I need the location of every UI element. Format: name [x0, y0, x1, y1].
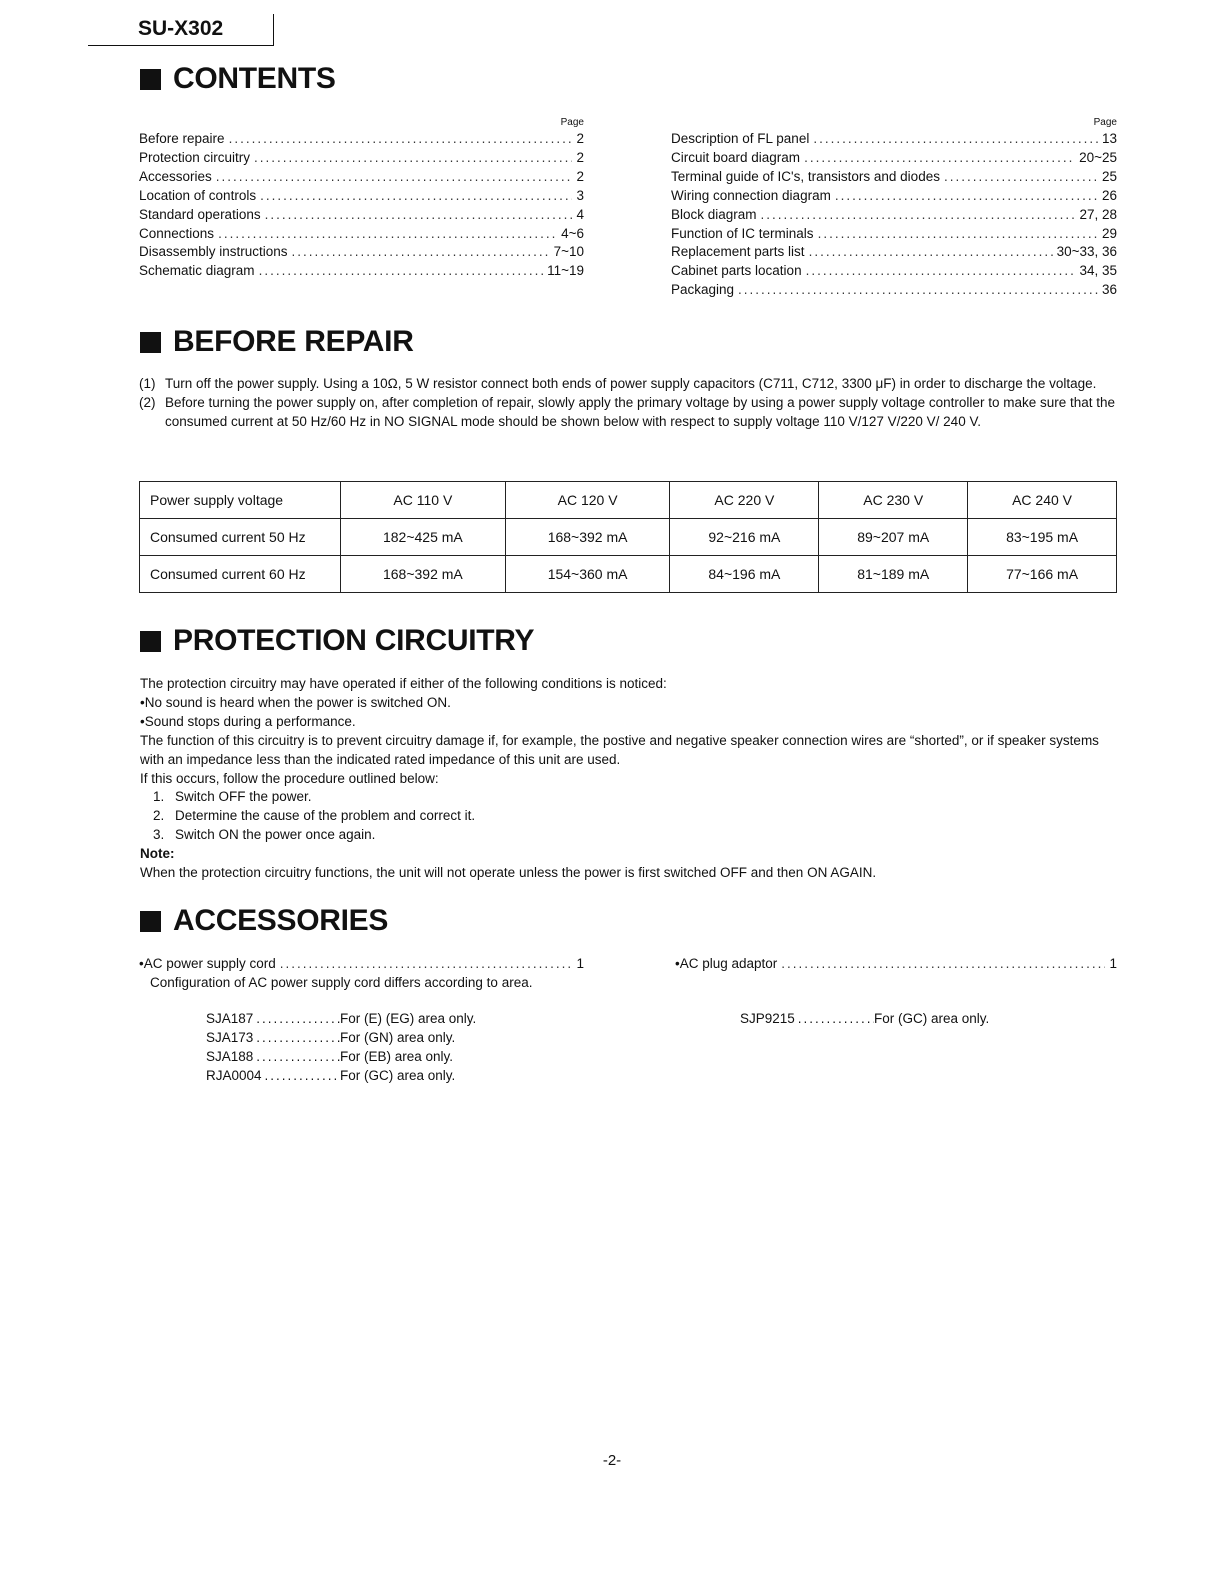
before-repair-heading: BEFORE REPAIR — [140, 325, 414, 359]
leader-dots — [944, 168, 1098, 187]
toc-entry-label: Location of controls — [139, 187, 257, 203]
leader-dots — [761, 206, 1076, 225]
toc-entry-label: Function of IC terminals — [671, 225, 814, 241]
table-cell: 83~195 mA — [968, 519, 1117, 556]
square-bullet-icon — [140, 69, 161, 90]
leader-dots — [738, 281, 1098, 300]
toc-entry — [671, 206, 1117, 225]
leader-dots — [259, 262, 544, 281]
note-label: Note: — [140, 846, 175, 862]
table-cell: 168~392 mA — [341, 556, 506, 593]
toc-entry — [139, 187, 584, 206]
step-number: 2. — [153, 808, 165, 824]
table-cell: 84~196 mA — [670, 556, 819, 593]
toc-entry — [671, 262, 1117, 281]
toc-entry-label: Protection circuitry — [139, 149, 251, 165]
part-row — [206, 1048, 476, 1067]
page-number: -2- — [602, 1452, 622, 1469]
model-number: SU-X302 — [88, 14, 274, 46]
toc-entry-page: 34, 35 — [1079, 263, 1117, 279]
toc-entry — [139, 206, 584, 225]
step-text: Turn off the power supply. Using a 10Ω, 5 W resistor connect both ends of power supply capacitors (C711, C712, 3300 μF) in order to discharge the voltage. — [165, 376, 1097, 391]
accessory-plug-adaptor: •AC plug adaptor ..... 1 — [675, 955, 1117, 974]
table-cell: 81~189 mA — [819, 556, 968, 593]
table-cell: 92~216 mA — [670, 519, 819, 556]
contents-left-column — [139, 116, 584, 281]
toc-entry-page: 2 — [576, 168, 584, 184]
toc-entry-page: 27, 28 — [1079, 206, 1117, 222]
leader-dots — [835, 187, 1098, 206]
toc-entry — [139, 243, 584, 262]
toc-entry-label: Replacement parts list — [671, 244, 805, 260]
toc-entry-page: 7~10 — [553, 244, 584, 260]
note-text: When the protection circuitry functions, the unit will not operate unless the power is first switched OFF and then ON AGAIN. — [140, 865, 877, 881]
leader-dots — [260, 187, 572, 206]
leader-dots — [265, 206, 573, 225]
toc-entry-label: Standard operations — [139, 206, 261, 222]
toc-entry — [671, 130, 1117, 149]
power-supply-table — [139, 481, 1117, 593]
part-description: For (GN) area only. — [340, 1029, 456, 1045]
plug-adaptor-part-list — [740, 1010, 989, 1029]
toc-entry-label: Description of FL panel — [671, 131, 810, 146]
part-row — [206, 1010, 476, 1029]
table-cell: 89~207 mA — [819, 519, 968, 556]
toc-entry-page: 3 — [576, 187, 584, 203]
contents-right-column — [671, 116, 1117, 300]
before-repair-step — [139, 375, 1119, 394]
part-code — [206, 1010, 340, 1029]
toc-entry-page: 11~19 — [547, 263, 584, 279]
toc-entry-label: Cabinet parts location — [671, 263, 802, 279]
table-cell: Power supply voltage — [140, 482, 341, 519]
toc-entry — [671, 149, 1117, 168]
step-text: Before turning the power supply on, after completion of repair, slowly apply the primary voltage by using a power supply voltage controller to make sure that the consumed current at 50 Hz/60 Hz in NO SIGNAL mode should be shown below with respect to supply voltage 110 V/127 V/220 V/ 240 V. — [165, 394, 1116, 429]
toc-entry-page: 36 — [1101, 282, 1117, 298]
ac-cord-part-list — [206, 1010, 476, 1086]
protection-condition: •No sound is heard when the power is switched ON. — [140, 694, 451, 710]
toc-entry-page: 20~25 — [1079, 149, 1117, 165]
leader-dots — [254, 149, 572, 168]
part-description: For (EB) area only. — [340, 1048, 454, 1064]
toc-entry — [671, 281, 1117, 300]
protection-step — [153, 826, 1124, 845]
part-description: For (GC) area only. — [874, 1011, 990, 1026]
part-row — [206, 1029, 476, 1048]
part-description: For (GC) area only. — [340, 1067, 456, 1083]
protection-body — [140, 675, 1124, 883]
toc-entry — [671, 243, 1117, 262]
toc-entry-label: Terminal guide of IC's, transistors and diodes — [671, 168, 940, 184]
page-column-label: Page — [560, 117, 584, 128]
toc-entry — [671, 187, 1117, 206]
toc-entry-page: 2 — [576, 149, 584, 165]
leader-dots — [256, 1010, 340, 1029]
part-code — [206, 1067, 340, 1086]
toc-entry — [139, 262, 584, 281]
toc-entry-label: Wiring connection diagram — [671, 187, 831, 203]
table-cell: AC 110 V — [341, 482, 506, 519]
toc-entry-page: 30~33, 36 — [1056, 244, 1117, 260]
accessory-ac-cord: •AC power supply cord ..... 1 Configuration of AC power supply cord differs according to area. — [139, 955, 584, 993]
leader-dots — [218, 225, 557, 244]
step-number: 1. — [153, 789, 165, 805]
leader-dots — [256, 1048, 340, 1067]
toc-entry — [139, 168, 584, 187]
toc-entry-page: 2 — [576, 131, 584, 146]
table-row — [140, 519, 1117, 556]
table-cell: 168~392 mA — [505, 519, 670, 556]
toc-entry — [139, 130, 584, 149]
step-text: Switch OFF the power. — [175, 789, 312, 805]
part-description: For (E) (EG) area only. — [340, 1011, 477, 1026]
part-row — [740, 1010, 989, 1029]
table-header-row — [140, 482, 1117, 519]
leader-dots — [813, 130, 1098, 149]
toc-entry-label: Accessories — [139, 168, 212, 184]
part-code-value: SJA173 — [206, 1029, 254, 1045]
square-bullet-icon — [140, 332, 161, 353]
part-code — [206, 1029, 340, 1048]
protection-step — [153, 807, 1124, 826]
accessory-note: Configuration of AC power supply cord differs according to area. — [150, 974, 533, 990]
table-cell: Consumed current 60 Hz — [140, 556, 341, 593]
toc-entry — [671, 168, 1117, 187]
toc-entry — [139, 149, 584, 168]
leader-dots — [818, 225, 1098, 244]
toc-entry-page: 4~6 — [561, 225, 584, 241]
toc-entry-label: Disassembly instructions — [139, 244, 288, 260]
table-cell: Consumed current 50 Hz — [140, 519, 341, 556]
toc-entry-page: 25 — [1101, 168, 1117, 184]
part-code-value: RJA0004 — [206, 1067, 262, 1083]
step-number: 3. — [153, 827, 165, 843]
part-code-value: SJA188 — [206, 1048, 254, 1064]
table-cell: 77~166 mA — [968, 556, 1117, 593]
toc-entry — [139, 225, 584, 244]
protection-steps — [140, 788, 1124, 845]
leader-dots — [292, 243, 550, 262]
toc-entry-label: Circuit board diagram — [671, 149, 801, 165]
protection-step — [153, 788, 1124, 807]
leader-dots — [798, 1010, 874, 1029]
toc-entry-page: 29 — [1101, 225, 1117, 241]
part-row — [206, 1067, 476, 1086]
accessories-heading: ACCESSORIES — [140, 904, 388, 938]
toc-entry-page: 4 — [576, 206, 584, 222]
toc-entry-label: Packaging — [671, 282, 735, 298]
step-number: (2) — [139, 394, 156, 410]
toc-entry-label: Schematic diagram — [139, 263, 255, 279]
before-repair-steps — [139, 375, 1119, 432]
protection-condition: •Sound stops during a performance. — [140, 713, 356, 729]
toc-entry-page: 26 — [1101, 187, 1117, 203]
leader-dots — [806, 262, 1076, 281]
table-cell: AC 230 V — [819, 482, 968, 519]
leader-dots — [229, 130, 573, 149]
part-code — [206, 1048, 340, 1067]
table-row — [140, 556, 1117, 593]
part-code-value: SJP9215 — [740, 1011, 795, 1026]
before-repair-step — [139, 394, 1119, 432]
toc-entry-label: Connections — [139, 225, 215, 241]
protection-function: The function of this circuitry is to prevent circuitry damage if, for example, the postive and negative speaker connection wires are “shorted”, or if speaker systems with an impedance less than the indicated rated impedance of this unit are used. — [140, 732, 1099, 767]
table-cell: 154~360 mA — [505, 556, 670, 593]
leader-dots — [809, 243, 1053, 262]
square-bullet-icon — [140, 911, 161, 932]
leader-dots — [216, 168, 573, 187]
part-code-value: SJA187 — [206, 1011, 254, 1026]
leader-dots — [265, 1067, 340, 1086]
toc-entry-page: 13 — [1101, 131, 1117, 146]
contents-heading: CONTENTS — [140, 62, 336, 96]
table-cell: AC 120 V — [505, 482, 670, 519]
protection-intro: The protection circuitry may have operated if either of the following conditions is noticed: — [140, 676, 667, 691]
leader-dots — [804, 149, 1075, 168]
toc-entry-label: Before repaire — [139, 131, 225, 146]
table-cell: AC 240 V — [968, 482, 1117, 519]
square-bullet-icon — [140, 631, 161, 652]
toc-entry — [671, 225, 1117, 244]
table-cell: AC 220 V — [670, 482, 819, 519]
toc-entry-label: Block diagram — [671, 206, 757, 222]
step-text: Determine the cause of the problem and correct it. — [175, 808, 476, 824]
leader-dots — [256, 1029, 340, 1048]
step-text: Switch ON the power once again. — [175, 827, 376, 843]
step-number: (1) — [139, 376, 156, 391]
protection-heading: PROTECTION CIRCUITRY — [140, 624, 534, 658]
protection-follow: If this occurs, follow the procedure outlined below: — [140, 770, 439, 786]
page-column-label: Page — [1093, 117, 1117, 128]
part-code — [740, 1010, 874, 1029]
table-cell: 182~425 mA — [341, 519, 506, 556]
